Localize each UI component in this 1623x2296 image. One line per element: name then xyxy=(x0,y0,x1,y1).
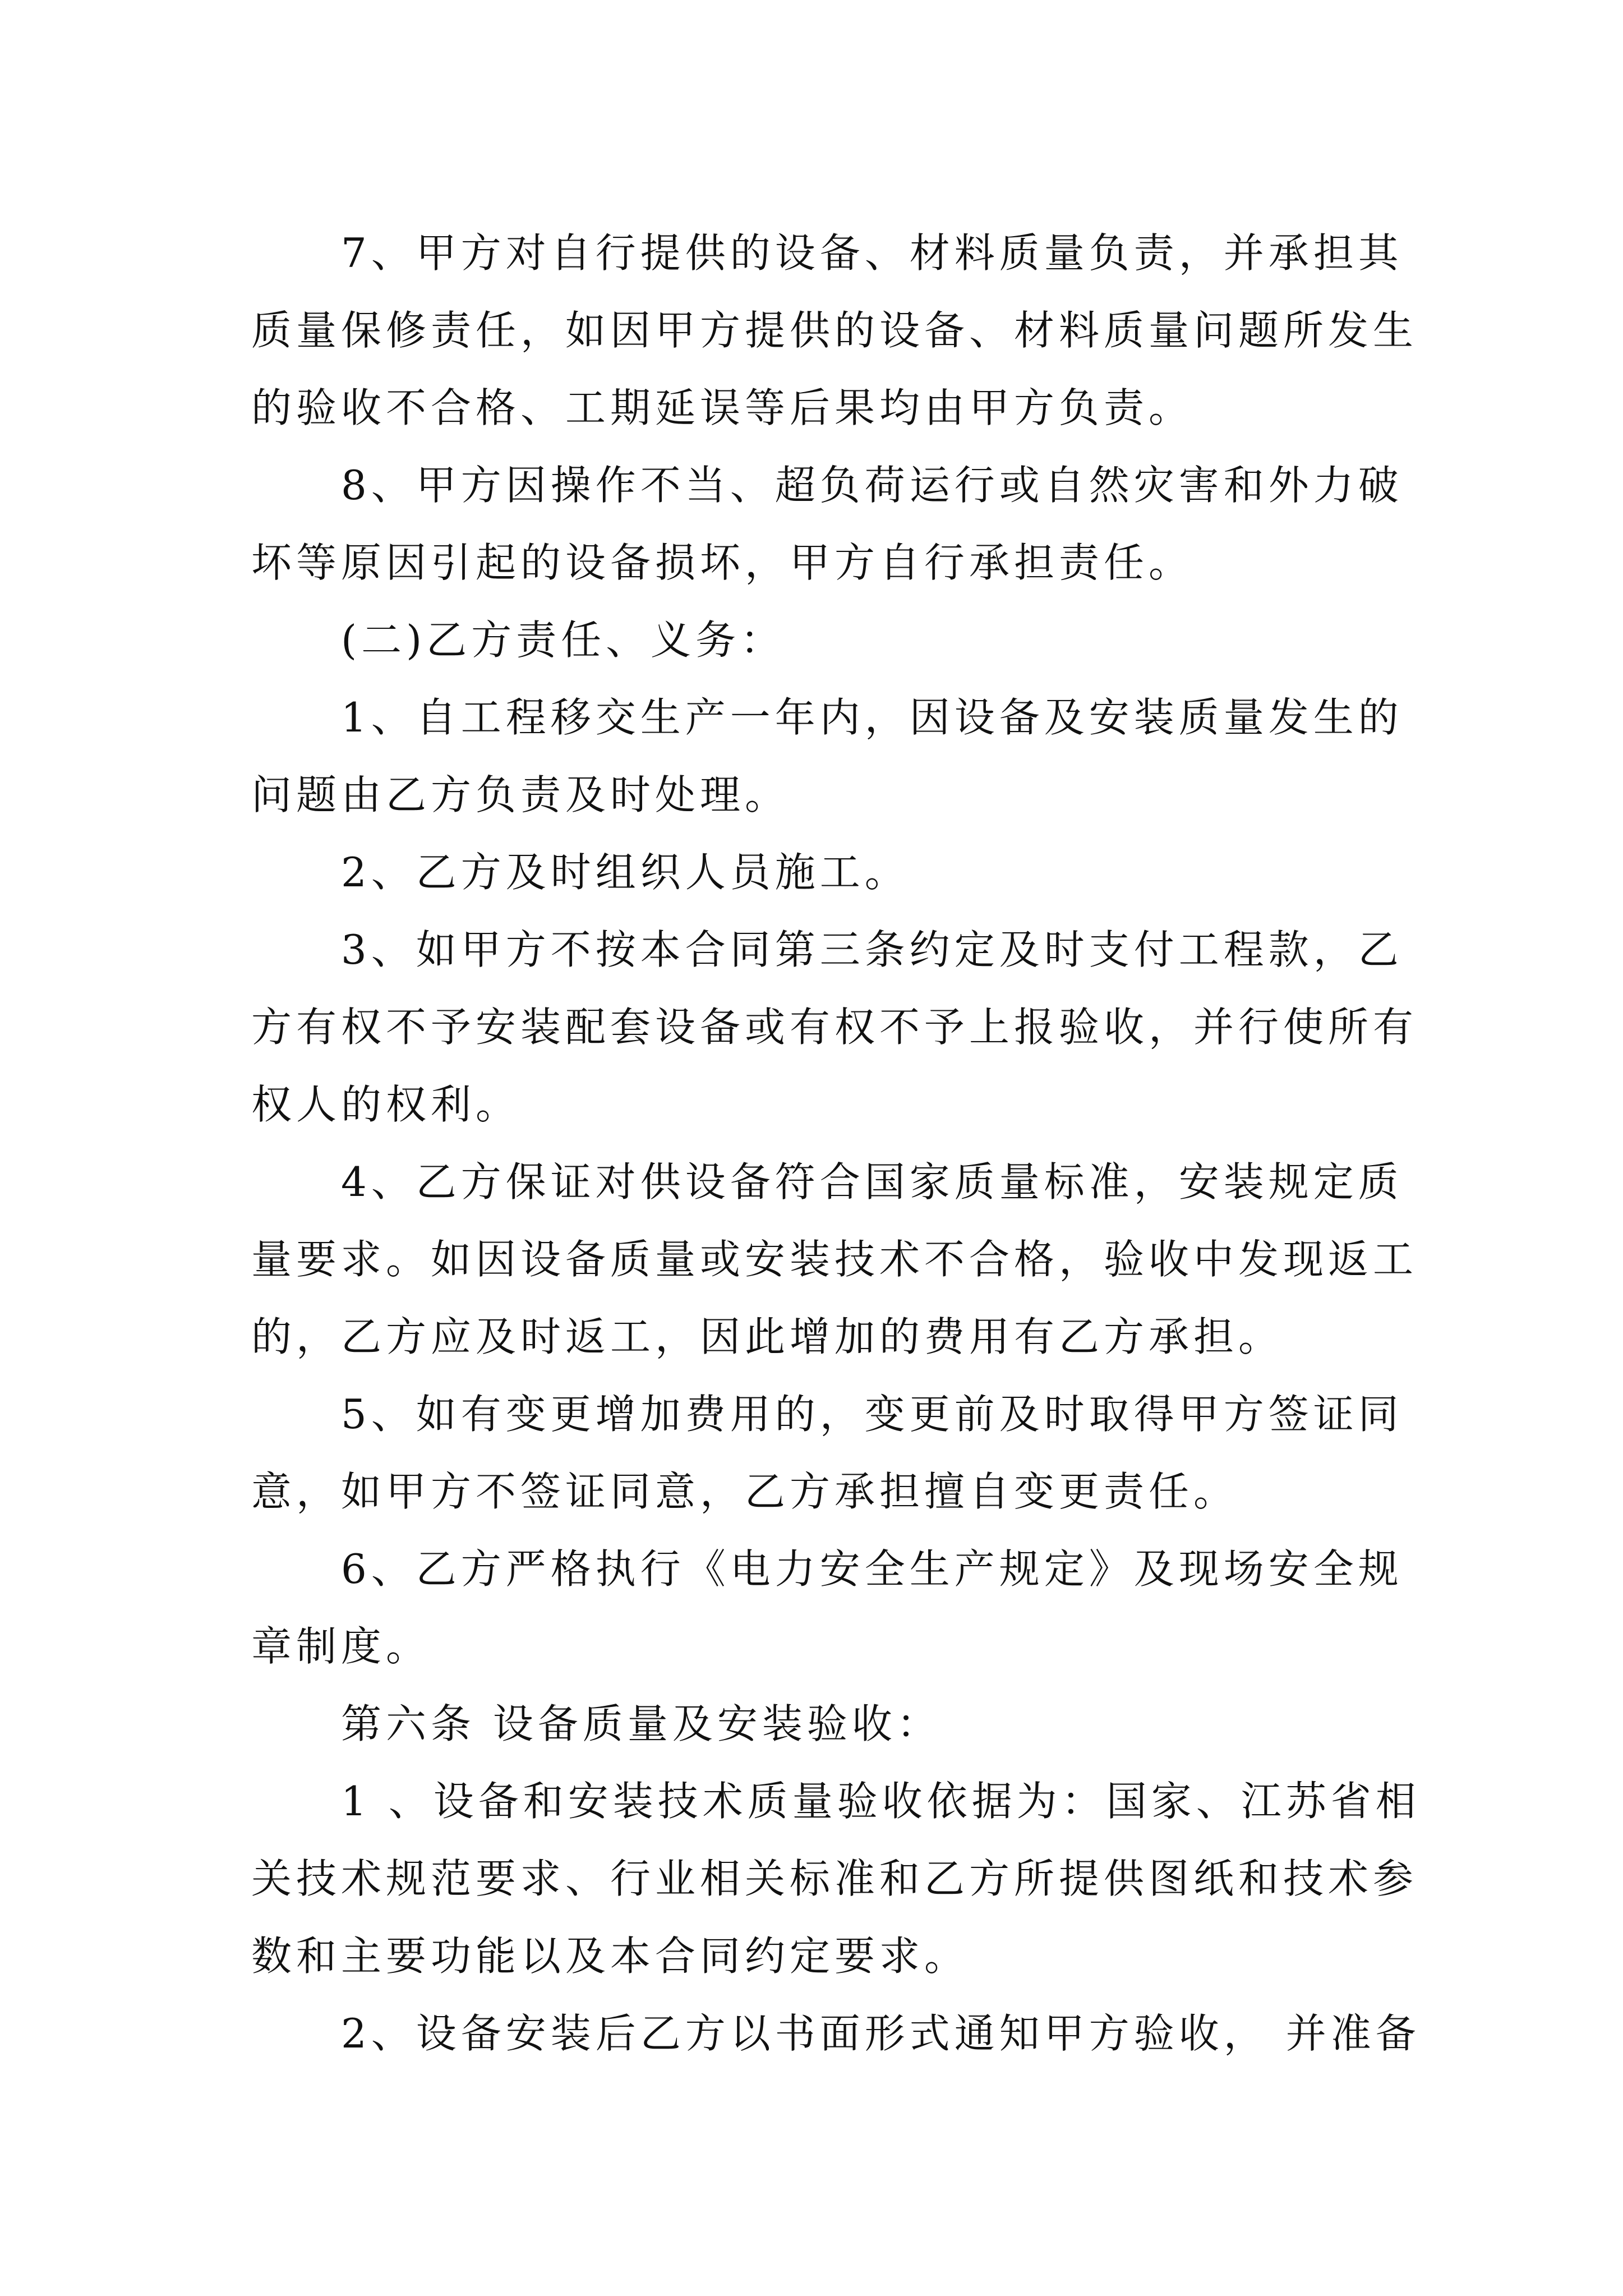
paragraph-b1 xyxy=(251,679,1403,834)
text-line: 方有权不予安装配套设备或有权不予上报验收，并行使所有 xyxy=(251,1004,1418,1051)
paragraph-a6-1 xyxy=(251,1763,1421,1995)
paragraph-b5 xyxy=(251,1375,1403,1530)
text-line: 2、设备安装后乙方以书面形式通知甲方验收， 并准备 xyxy=(341,2010,1421,2057)
text-line: 质量保修责任，如因甲方提供的设备、材料质量问题所发生 xyxy=(251,307,1418,354)
paragraph-7 xyxy=(251,214,1418,447)
paragraph-8 xyxy=(251,447,1403,601)
text-line: 关技术规范要求、行业相关标准和乙方所提供图纸和技术参 xyxy=(251,1855,1418,1902)
section-heading-party-b xyxy=(251,601,1384,679)
paragraph-b6 xyxy=(251,1530,1403,1685)
text-line: 的验收不合格、工期延误等后果均由甲方负责。 xyxy=(251,384,1194,431)
article-six-heading xyxy=(251,1685,1384,1763)
text-line: 权人的权利。 xyxy=(251,1081,521,1128)
paragraph-b3 xyxy=(251,911,1418,1143)
text-line: 坏等原因引起的设备损坏，甲方自行承担责任。 xyxy=(251,539,1194,586)
text-line: 第六条 设备质量及安装验收： xyxy=(341,1700,942,1747)
text-line: 问题由乙方负责及时处理。 xyxy=(251,771,790,818)
document-body xyxy=(251,214,1421,2072)
text-line: 意，如甲方不签证同意，乙方承担擅自变更责任。 xyxy=(251,1468,1239,1515)
text-line: 5、如有变更增加费用的，变更前及时取得甲方签证同 xyxy=(341,1391,1403,1438)
paragraph-b2 xyxy=(251,834,1384,911)
text-line: 8、甲方因操作不当、超负荷运行或自然灾害和外力破 xyxy=(341,462,1403,509)
text-line: 7、甲方对自行提供的设备、材料质量负责，并承担其 xyxy=(341,229,1403,277)
text-line: 1 、设备和安装技术质量验收依据为：国家、江苏省相 xyxy=(341,1778,1421,1825)
text-line: 量要求。如因设备质量或安装技术不合格，验收中发现返工 xyxy=(251,1236,1418,1283)
paragraph-b4 xyxy=(251,1143,1418,1375)
text-line: 数和主要功能以及本合同约定要求。 xyxy=(251,1932,970,1980)
text-line: 的，乙方应及时返工，因此增加的费用有乙方承担。 xyxy=(251,1313,1284,1360)
paragraph-a6-2 xyxy=(251,1995,1421,2072)
text-line: 6、乙方严格执行《电力安全生产规定》及现场安全规 xyxy=(341,1545,1403,1593)
text-line: 章制度。 xyxy=(251,1623,431,1670)
text-line: (二)乙方责任、义务： xyxy=(341,616,786,664)
text-line: 1、自工程移交生产一年内，因设备及安装质量发生的 xyxy=(341,694,1403,741)
text-line: 4、乙方保证对供设备符合国家质量标准，安装规定质 xyxy=(341,1158,1403,1205)
text-line: 2、乙方及时组织人员施工。 xyxy=(341,849,910,896)
text-line: 3、如甲方不按本合同第三条约定及时支付工程款，乙 xyxy=(341,926,1403,973)
